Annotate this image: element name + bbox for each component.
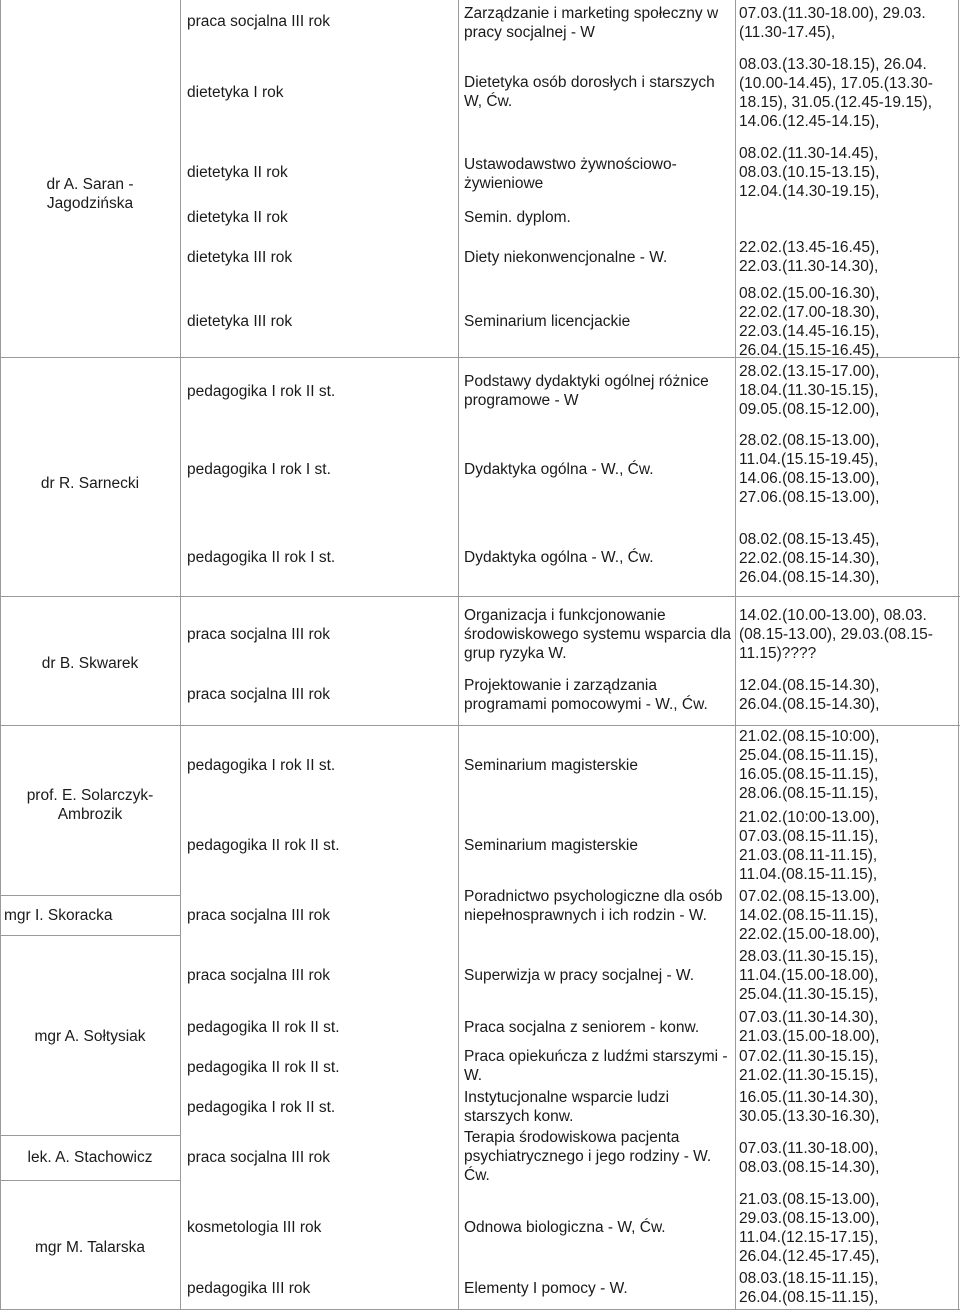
dates-cell: 22.02.(13.45-16.45), 22.03.(11.30-14.30), (739, 239, 880, 275)
lecturer: dr A. Saran - Jagodzińska (46, 176, 134, 212)
dates-cell: 21.03.(08.15-13.00), 29.03.(08.15-13.00), 11.04.(12.15-17.15), 26.04.(12.45-17.45), (739, 1191, 880, 1265)
lecturer: mgr M. Talarska (35, 1239, 145, 1256)
subject-cell: Poradnictwo psychologiczne dla osób niepełnosprawnych i ich rodzin - W. (464, 888, 723, 924)
group-cell: dietetyka III rok (187, 313, 293, 330)
lecturer: mgr A. Sołtysiak (34, 1028, 146, 1045)
subject-cell: Seminarium magisterskie (464, 757, 638, 774)
dates-cell: 07.02.(08.15-13.00), 14.02.(08.15-11.15), 22.02.(15.00-18.00), (739, 888, 880, 943)
dates-cell: 28.03.(11.30-15.15), 11.04.(15.00-18.00), 25.04.(11.30-15.15), (739, 948, 879, 1003)
group-cell: praca socjalna III rok (187, 907, 331, 924)
subject-cell: Odnowa biologiczna - W, Ćw. (464, 1219, 666, 1236)
dates-cell: 08.02.(11.30-14.45), 08.03.(10.15-13.15), 12.04.(14.30-19.15), (739, 145, 880, 200)
subject-cell: Semin. dyplom. (464, 209, 571, 226)
subject-cell: Seminarium magisterskie (464, 837, 638, 854)
group-cell: dietetyka II rok (187, 209, 288, 226)
group-cell: praca socjalna III rok (187, 1149, 331, 1166)
group-cell: pedagogika II rok II st. (187, 837, 340, 854)
subject-cell: Praca opiekuńcza z ludźmi starszymi - W. (464, 1048, 728, 1084)
dates-cell: 12.04.(08.15-14.30), 26.04.(08.15-14.30), (739, 677, 880, 713)
lecturer: dr B. Skwarek (41, 655, 139, 672)
dates-cell: 07.02.(11.30-15.15), 21.02.(11.30-15.15), (739, 1048, 879, 1084)
lecturer: dr R. Sarnecki (40, 475, 140, 492)
subject-cell: Dydaktyka ogólna - W., Ćw. (464, 461, 654, 478)
dates-cell: 21.02.(10:00-13.00), 07.03.(08.15-11.15), 21.03.(08.11-11.15), 11.04.(08.15-11.15), (739, 809, 880, 883)
dates-cell: 28.02.(13.15-17.00), 18.04.(11.30-15.15), 09.05.(08.15-12.00), (739, 363, 880, 418)
group-cell: pedagogika I rok II st. (187, 383, 336, 400)
lecturer: prof. E. Solarczyk- Ambrozik (26, 787, 154, 823)
lecturer: lek. A. Stachowicz (27, 1149, 153, 1166)
group-cell: kosmetologia III rok (187, 1219, 322, 1236)
group-cell: praca socjalna III rok (187, 686, 331, 703)
subject-cell: Seminarium licencjackie (464, 313, 631, 330)
dates-cell: 21.02.(08.15-10:00), 25.04.(08.15-11.15), 16.05.(08.15-11.15), 28.06.(08.15-11.15), (739, 728, 880, 802)
group-cell: praca socjalna III rok (187, 967, 331, 984)
dates-cell: 28.02.(08.15-13.00), 11.04.(15.15-19.45), 14.06.(08.15-13.00), 27.06.(08.15-13.00), (739, 432, 880, 506)
group-cell: pedagogika II rok I st. (187, 549, 336, 566)
dates-cell: 08.03.(13.30-18.15), 26.04. (10.00-14.45), 17.05.(13.30-18.15), 31.05.(12.45-19.15), 14.06.(12.45-14.15), (739, 56, 933, 130)
dates-cell: 16.05.(11.30-14.30), 30.05.(13.30-16.30), (739, 1089, 880, 1125)
group-cell: praca socjalna III rok (187, 626, 331, 643)
subject-cell: Dietetyka osób dorosłych i starszych W, Ćw. (464, 74, 715, 110)
subject-cell: Terapia środowiskowa pacjenta psychiatrycznego i jego rodziny - W. Ćw. (464, 1129, 712, 1184)
subject-cell: Elementy I pomocy - W. (464, 1280, 628, 1297)
dates-cell: 14.02.(10.00-13.00), 08.03.(08.15-13.00), 29.03.(08.15-11.15)???? (739, 607, 933, 662)
group-cell: dietetyka II rok (187, 164, 288, 181)
group-cell: praca socjalna III rok (187, 13, 331, 30)
dates-cell: 07.03.(11.30-18.00), 29.03.(11.30-17.45), (739, 5, 926, 41)
lecturer: mgr I. Skoracka (4, 907, 113, 924)
group-cell: dietetyka III rok (187, 249, 293, 266)
group-cell: dietetyka I rok (187, 84, 284, 101)
group-cell: pedagogika I rok II st. (187, 757, 336, 774)
subject-cell: Praca socjalna z seniorem - konw. (464, 1019, 700, 1036)
group-cell: pedagogika I rok I st. (187, 461, 331, 478)
group-cell: pedagogika II rok II st. (187, 1059, 340, 1076)
subject-cell: Superwizja w pracy socjalnej - W. (464, 967, 694, 984)
group-cell: pedagogika II rok II st. (187, 1019, 340, 1036)
dates-cell: 07.03.(11.30-14.30), 21.03.(15.00-18.00), (739, 1009, 880, 1045)
subject-cell: Ustawodawstwo żywnościowo-żywieniowe (464, 156, 677, 192)
subject-cell: Instytucjonalne wsparcie ludzi starszych konw. (464, 1089, 670, 1125)
subject-cell: Organizacja i funkcjonowanie środowiskowego systemu wsparcia dla grup ryzyka W. (464, 607, 732, 662)
subject-cell: Zarządzanie i marketing społeczny w pracy socjalnej - W (464, 5, 719, 41)
subject-cell: Dydaktyka ogólna - W., Ćw. (464, 549, 654, 566)
group-cell: pedagogika III rok (187, 1280, 311, 1297)
dates-cell: 07.03.(11.30-18.00), 08.03.(08.15-14.30), (739, 1140, 880, 1176)
dates-cell: 08.02.(08.15-13.45), 22.02.(08.15-14.30), 26.04.(08.15-14.30), (739, 531, 880, 586)
group-cell: pedagogika I rok II st. (187, 1099, 336, 1116)
subject-cell: Diety niekonwencjonalne - W. (464, 249, 668, 266)
subject-cell: Podstawy dydaktyki ogólnej różnice programowe - W (464, 373, 709, 409)
dates-cell: 08.03.(18.15-11.15), 26.04.(08.15-11.15), (739, 1270, 879, 1306)
subject-cell: Projektowanie i zarządzania programami pomocowymi - W., Ćw. (464, 677, 708, 713)
dates-cell: 08.02.(15.00-16.30), 22.02.(17.00-18.30), 22.03.(14.45-16.15), 26.04.(15.15-16.45), (739, 285, 880, 359)
